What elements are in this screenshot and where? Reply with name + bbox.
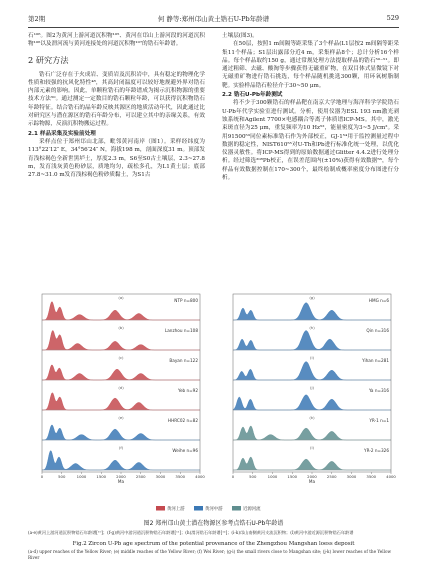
- series-label: HHRC02 n=82: [167, 418, 198, 423]
- panel-letter: (g): [309, 295, 315, 300]
- density-curve: [42, 393, 200, 410]
- figure-note-cn: (a-e)黄河上游河道沉积物锆石年龄谱[¹⁰]；(f-g)黄河中游河道沉积物锆石年龄谱[¹¹]；(h)渭河锆石年龄谱[¹²]；(i-k)邙山南侧黄河支流沉积物；(l)黄河中游近源沉积物锆石年龄谱: [28, 530, 354, 535]
- density-curve: [233, 426, 391, 440]
- section-heading: 2 研究方法: [28, 54, 69, 65]
- x-tick-label: 3500: [366, 474, 377, 479]
- paragraph: 在50层，按照1 m间隔等距采集了3个样品(L1层按2 m间隔等距采集11个样品；S1层出露部分近4 m，采集样品8个；总计分析16个样品。每个样品取约150 g，通过常规处理方法提取样品的锆石⁵⁰⁻⁵¹。即通过粗筛、去磁、酸淘等步骤获得无磁重矿物，在双目体式显微镜下对无磁重矿物进行锆石挑选，每个样品随机挑选300颗，用环氧树脂制靶。实验样品锆石粒径介于30~50 μm。: [222, 41, 399, 89]
- density-curve: [233, 331, 391, 350]
- x-tick-label: 1000: [76, 474, 87, 479]
- page-header: [28, 14, 399, 26]
- figure-caption-cn: 图2 郑州邙山黄土潜在物源区参考点锆石U-Pb年龄谱: [143, 520, 284, 527]
- subsection-heading: 2.1 样品采集及实验前处理: [28, 130, 96, 137]
- series-label: Weihe n=96: [172, 448, 198, 453]
- density-curve: [233, 303, 391, 320]
- x-axis-label: Ma: [117, 479, 125, 484]
- x-tick-label: 3500: [175, 474, 186, 479]
- panel-letter: (d): [118, 385, 124, 390]
- legend-label: 近源河流: [243, 507, 261, 512]
- series-label: Yeb n=92: [177, 388, 198, 393]
- series-label: HMG n=6: [368, 298, 389, 303]
- figure-note-en: (a-d) upper reaches of the Yellow River; (e) middle reaches of the Yellow River; (f) Wei River; (g-i) the small rivers close to Mangshan site; (j-k) lower reaches of the Yellow River: [28, 549, 392, 560]
- density-curve: [42, 331, 200, 350]
- x-tick-label: 2500: [326, 474, 337, 479]
- x-tick-label: 500: [249, 474, 257, 479]
- x-tick-label: 2000: [307, 474, 317, 479]
- series-label: Lanzhou n=108: [164, 328, 198, 333]
- density-curve: [42, 451, 200, 471]
- x-tick-label: 4000: [386, 474, 396, 479]
- legend-label: 黄河上游: [167, 507, 185, 512]
- series-label: YR-1 n=1: [369, 418, 389, 423]
- legend-swatch: [156, 506, 165, 511]
- panel-letter: (c): [118, 355, 124, 360]
- running-title: 何 静等:郑州邙山黄土锆石U-Pb年龄谱: [157, 15, 270, 23]
- paragraph: 土壤层(图3)。: [222, 33, 258, 39]
- panel-letter: (h): [309, 325, 315, 330]
- x-tick-label: 2500: [135, 474, 146, 479]
- panel-letter: (j): [309, 385, 315, 390]
- series-label: Ya n=316: [368, 388, 389, 393]
- panel-letter: (f): [118, 445, 124, 450]
- x-tick-label: 3000: [155, 474, 166, 479]
- x-tick-label: 1000: [267, 474, 278, 479]
- x-tick-label: 0: [40, 474, 44, 479]
- panel-letter: (k): [309, 415, 315, 420]
- series-label: NTP n=800: [174, 298, 198, 303]
- paragraph: 锆石广泛存在于火成岩、变质岩及沉积岩中，具有稳定的物理化学性质和较强的抗风化特性⁴⁸，其高封闭温度可以较好地规避外界对锆石内部元素的影响。因此，单颗粒锆石的年龄谱成为揭示沉积物源的重要技术方法⁵⁰。通过测定一定数目的锆石颗粒年龄，可以获得沉积物锆石年龄特征。结合锆石的晶年龄反映其源区的地质活动年代，因此通过比对研究区与潜在源区的锆石年龄分布，可以建立其中的亲缘关系，有效示踪物源，反演沉积物搬运过程。: [28, 71, 205, 128]
- panel-letter: (e): [118, 415, 124, 420]
- panel-letter: (i): [309, 355, 315, 360]
- header-rule: [28, 27, 399, 28]
- x-axis-label: Ma: [308, 479, 316, 484]
- panel-letter: (b): [118, 325, 124, 330]
- density-curve: [42, 425, 200, 440]
- subsection-heading: 2.2 锆石U-Pb年龄测试: [222, 92, 283, 99]
- density-curve: [233, 395, 391, 410]
- legend-label: 黄河中游: [205, 507, 223, 512]
- density-curve: [42, 365, 200, 380]
- x-tick-label: 500: [58, 474, 66, 479]
- legend-swatch: [194, 506, 203, 511]
- density-curve: [233, 362, 391, 380]
- density-curve: [233, 457, 391, 470]
- density-curve: [42, 302, 200, 320]
- page-number: 529: [386, 14, 399, 22]
- series-label: Yihan n=281: [362, 358, 389, 363]
- x-tick-label: 3000: [346, 474, 357, 479]
- figure-caption-en: Fig.2 Zircon U-Pb age spectrum of the potential provenance of the Zhengzhou Mangshan loess deposit: [72, 541, 355, 547]
- legend-swatch: [232, 506, 241, 511]
- series-label: Bayan n=122: [169, 358, 198, 363]
- paragraph: 石¹⁰⁶。图2为黄河上游河道沉积物¹⁰⁵、黄河在邙山上游河段的河道沉积物¹⁰⁶以及渭河流与黄河连接处的河道沉积物¹⁰⁷的锆石年龄谱。: [28, 33, 205, 48]
- zircon-age-figure: [28, 292, 399, 517]
- series-label: Qin n=316: [366, 328, 389, 333]
- x-tick-label: 0: [231, 474, 235, 479]
- issue-number: 第2期: [28, 15, 46, 23]
- right-column: [222, 32, 399, 182]
- x-tick-label: 2000: [116, 474, 126, 479]
- x-tick-label: 4000: [195, 474, 205, 479]
- x-tick-label: 1500: [287, 474, 298, 479]
- panel-letter: (a): [118, 295, 124, 300]
- panel-letter: (l): [309, 445, 315, 450]
- paragraph: 采样点位于郑州邙山北部，毗邻黄河南岸（图1）。采样经纬度为113°22′12″ E，34°56′24″ N，海拔198 m，剖面深度31 m。顶部发育浅棕褐色全新世黑垆土，厚度2.3 m，S6至S0古土壤层，2.3~27.8 m，发育浅灰黄色粉砂层，质地均匀，疏松多孔，为L1黄土层；底部27.8~31.0 m发育浅棕褐色粉砂质黏土，为S1古: [28, 138, 205, 179]
- series-label: YR-2 n=326: [364, 448, 389, 453]
- left-column: [28, 32, 205, 179]
- x-tick-label: 1500: [96, 474, 107, 479]
- paragraph: 将不少于300颗锆石的样品靶在南京大学地理与海洋科学学院锆石U-Pb年代学实验室进行测试。分析，使用仪器为ESL 193 nm激光剥蚀系统和Agilent 7700×电感耦合等离子体质谱ICP-MS。其中，激光束斑直径为25 μm，重复频率为10 Hz⁵²，能量密度为3~5 J/cm²。采用91500⁵³同位素标准锆石作为外部校正，GJ-1⁵⁴用于监控测量过程中数据的稳定性，NIST610⁵⁵对U-Th和Pb进行标准化统一处理，以优化仪器灵敏性。将ICP-MS得到的原始数据通过Glitter 4.4.2进行处理分析。经过筛选²⁰⁸Pb校正，在误差范围内(±10%)获得有效数据⁵⁶，每个样品有效数据控制在170~300个，最终绘制成概率密度分布图进行分析。: [222, 100, 399, 182]
